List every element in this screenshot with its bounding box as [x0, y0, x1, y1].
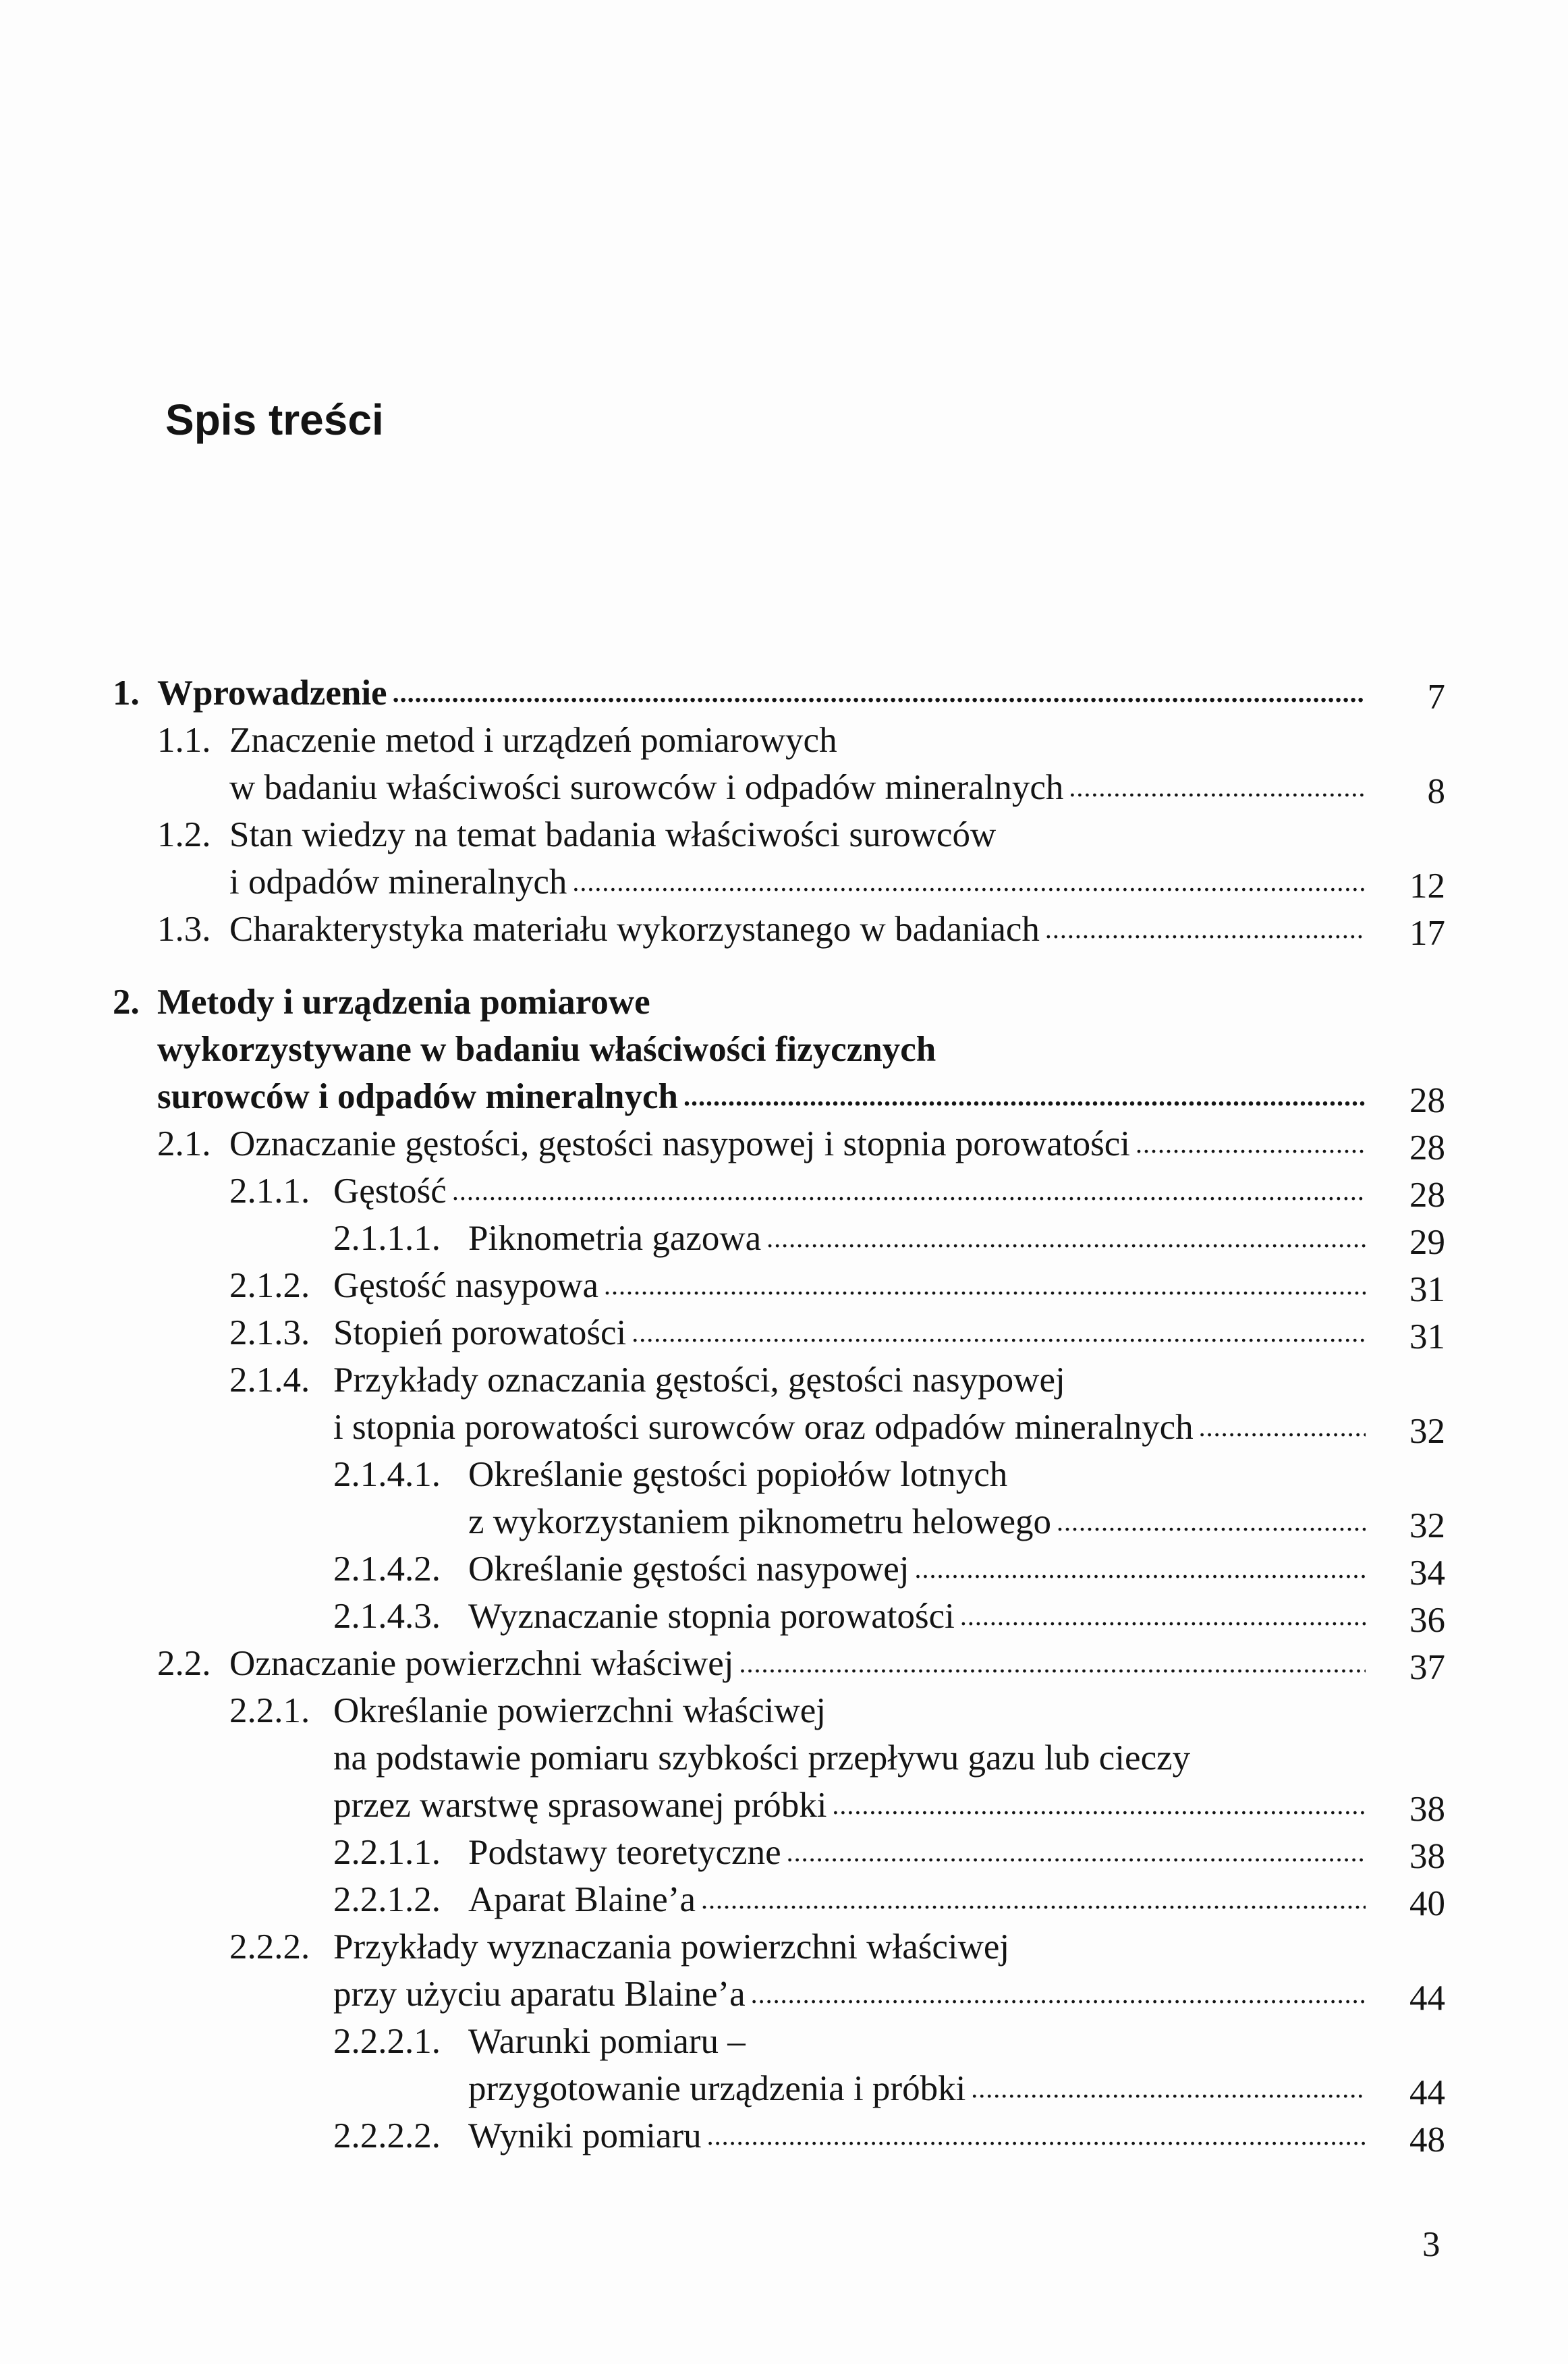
entry-title: na podstawie pomiaru szybkości przepływu gazu lub cieczy [333, 1738, 1191, 1778]
entry-title-wrap [229, 858, 1366, 906]
toc-line [0, 1971, 1568, 2018]
entry-title-wrap [333, 1687, 826, 1734]
entry-title: Przykłady wyznaczania powierzchni właściwej [333, 1927, 1010, 1967]
toc-entry[interactable] [0, 906, 1568, 953]
toc-line [0, 764, 1568, 811]
entry-title: Podstawy teoretyczne [468, 1833, 781, 1872]
entry-title: Gęstość nasypowa [333, 1266, 598, 1305]
entry-number: 2.2.2.2. [333, 2116, 441, 2155]
toc-line [0, 1356, 1568, 1404]
entry-page-number: 38 [1409, 1790, 1445, 1829]
toc-line [0, 2112, 1568, 2160]
toc-entry[interactable] [0, 1545, 1568, 1593]
entry-title: Określanie gęstości nasypowej [468, 1549, 909, 1589]
dot-leader [696, 1876, 1366, 1923]
toc-line [0, 1923, 1568, 1971]
toc-entry[interactable] [0, 1120, 1568, 1167]
dot-leader [1130, 1120, 1366, 1167]
toc-line [0, 1120, 1568, 1167]
entry-title: Stopień porowatości [333, 1313, 627, 1352]
toc-line [0, 979, 1568, 1026]
toc-entry[interactable] [0, 1215, 1568, 1262]
entry-number: 2.1.4.1. [333, 1455, 441, 1494]
toc-entry[interactable] [0, 2112, 1568, 2160]
entry-title-wrap [468, 2112, 1366, 2160]
toc-line [0, 1404, 1568, 1451]
dot-leader [626, 1309, 1366, 1356]
entry-title: Wyznaczanie stopnia porowatości [468, 1597, 955, 1636]
entry-page-number: 36 [1409, 1601, 1445, 1640]
entry-page-number: 29 [1409, 1223, 1445, 1262]
entry-title-wrap [157, 979, 650, 1026]
dot-leader [781, 1829, 1366, 1876]
dot-leader [1063, 764, 1366, 811]
entry-title-wrap [333, 1167, 1366, 1215]
entry-title: Warunki pomiaru – [468, 2022, 746, 2061]
dot-leader [734, 1640, 1366, 1687]
entry-title-wrap [229, 764, 1366, 811]
entry-title: i stopnia porowatości surowców oraz odpadów mineralnych [333, 1408, 1194, 1447]
page-number: 3 [1422, 2225, 1440, 2264]
entry-title-wrap [333, 1971, 1366, 2018]
entry-title: Określanie powierzchni właściwej [333, 1691, 826, 1730]
dot-leader [1194, 1404, 1366, 1451]
toc-entry[interactable] [0, 669, 1568, 717]
toc-entry[interactable] [0, 717, 1568, 811]
entry-title: Stan wiedzy na temat badania właściwości surowców [229, 815, 997, 854]
entry-title-wrap [333, 1782, 1366, 1829]
entry-title-wrap [333, 1309, 1366, 1356]
entry-title: Określanie gęstości popiołów lotnych [468, 1455, 1008, 1494]
dot-leader [761, 1215, 1366, 1262]
entry-page-number: 40 [1409, 1884, 1445, 1923]
toc-line [0, 811, 1568, 858]
entry-title-wrap [229, 1640, 1366, 1687]
entry-number: 1.3. [157, 910, 211, 949]
toc-line [0, 669, 1568, 717]
entry-title-wrap [468, 1876, 1366, 1923]
toc-line [0, 1309, 1568, 1356]
toc-line [0, 1498, 1568, 1545]
entry-title-wrap [229, 811, 996, 858]
toc-entry[interactable] [0, 1876, 1568, 1923]
toc-line [0, 1451, 1568, 1498]
toc-line [0, 1640, 1568, 1687]
entry-title-wrap [157, 669, 1366, 717]
toc-line [0, 1167, 1568, 1215]
entry-title: Metody i urządzenia pomiarowe [157, 983, 650, 1022]
entry-number: 1.1. [157, 721, 211, 760]
dot-leader [567, 858, 1366, 906]
entry-title-wrap [468, 1498, 1366, 1545]
toc-line [0, 717, 1568, 764]
entry-page-number: 37 [1409, 1648, 1445, 1687]
entry-title: Gęstość [333, 1172, 447, 1211]
toc-entry[interactable] [0, 1262, 1568, 1309]
toc-line [0, 1026, 1568, 1073]
toc-entry[interactable] [0, 1829, 1568, 1876]
entry-number: 1.2. [157, 815, 211, 854]
toc-line [0, 2065, 1568, 2112]
toc-line [0, 1215, 1568, 1262]
toc-entry[interactable] [0, 1309, 1568, 1356]
entry-number: 2.2.2.1. [333, 2022, 441, 2061]
entry-title-wrap [468, 1215, 1366, 1262]
entry-number: 2.1.2. [229, 1266, 310, 1305]
toc-entry[interactable] [0, 1593, 1568, 1640]
toc-entry[interactable] [0, 1356, 1568, 1451]
entry-title-wrap [468, 2018, 746, 2065]
entry-title-wrap [229, 1120, 1366, 1167]
entry-title: Piknometria gazowa [468, 1219, 762, 1258]
entry-title-wrap [333, 1923, 1009, 1971]
entry-title-wrap [333, 1404, 1366, 1451]
entry-page-number: 8 [1427, 772, 1445, 811]
entry-number: 2.2.2. [229, 1927, 310, 1967]
entry-title-wrap [468, 1593, 1366, 1640]
toc-entry[interactable] [0, 979, 1568, 1120]
entry-number: 2. [113, 983, 140, 1022]
entry-title: przygotowanie urządzenia i próbki [468, 2069, 966, 2108]
entry-page-number: 38 [1409, 1837, 1445, 1876]
entry-page-number: 7 [1427, 678, 1445, 717]
entry-page-number: 17 [1409, 914, 1445, 953]
entry-number: 1. [113, 674, 140, 713]
toc-line [0, 1782, 1568, 1829]
dot-leader [827, 1782, 1366, 1829]
entry-title: przy użyciu aparatu Blaine’a [333, 1975, 746, 2014]
entry-page-number: 28 [1409, 1176, 1445, 1215]
toc-line [0, 1073, 1568, 1120]
entry-page-number: 44 [1409, 2073, 1445, 2112]
toc-entry[interactable] [0, 1687, 1568, 1829]
entry-page-number: 31 [1409, 1317, 1445, 1356]
toc-line [0, 2018, 1568, 2065]
entry-page-number: 12 [1409, 867, 1445, 906]
entry-title: Oznaczanie gęstości, gęstości nasypowej i stopnia porowatości [229, 1124, 1130, 1163]
toc-line [0, 1545, 1568, 1593]
entry-number: 2.1.1.1. [333, 1219, 441, 1258]
page-title: Spis treści [165, 395, 384, 444]
entry-title: w badaniu właściwości surowców i odpadów mineralnych [229, 768, 1064, 807]
entry-title-wrap [333, 1356, 1065, 1404]
entry-page-number: 44 [1409, 1979, 1445, 2018]
dot-leader [1040, 906, 1366, 953]
entry-number: 2.1. [157, 1124, 211, 1163]
dot-leader [702, 2112, 1366, 2160]
entry-title-wrap [229, 906, 1366, 953]
toc-line [0, 906, 1568, 953]
table-of-contents [0, 669, 1568, 2185]
entry-number: 2.1.4.3. [333, 1597, 441, 1636]
dot-leader [387, 669, 1366, 717]
toc-entry[interactable] [0, 1167, 1568, 1215]
entry-title: przez warstwę sprasowanej próbki [333, 1786, 827, 1825]
entry-title: Oznaczanie powierzchni właściwej [229, 1644, 734, 1683]
toc-entry[interactable] [0, 1640, 1568, 1687]
toc-line [0, 1593, 1568, 1640]
toc-entry[interactable] [0, 1923, 1568, 2018]
entry-page-number: 28 [1409, 1081, 1445, 1120]
dot-leader [678, 1073, 1366, 1120]
entry-number: 2.2. [157, 1644, 211, 1683]
entry-title-wrap [468, 1451, 1007, 1498]
entry-title-wrap [229, 717, 837, 764]
entry-page-number: 31 [1409, 1270, 1445, 1309]
entry-page-number: 32 [1409, 1506, 1445, 1545]
dot-leader [955, 1593, 1366, 1640]
entry-page-number: 48 [1409, 2120, 1445, 2160]
toc-line [0, 1262, 1568, 1309]
toc-line [0, 1687, 1568, 1734]
entry-title: z wykorzystaniem piknometru helowego [468, 1502, 1051, 1541]
dot-leader [447, 1167, 1366, 1215]
entry-title: Wprowadzenie [157, 674, 387, 713]
dot-leader [746, 1971, 1366, 2018]
toc-line [0, 1734, 1568, 1782]
dot-leader [909, 1545, 1366, 1593]
toc-line [0, 1876, 1568, 1923]
entry-title-wrap [468, 2065, 1366, 2112]
toc-section [0, 979, 1568, 2160]
entry-number: 2.1.3. [229, 1313, 310, 1352]
entry-title: wykorzystywane w badaniu właściwości fizycznych [157, 1030, 936, 1069]
dot-leader [598, 1262, 1366, 1309]
entry-title-wrap [333, 1262, 1366, 1309]
entry-title-wrap [157, 1026, 936, 1073]
dot-leader [965, 2065, 1366, 2112]
toc-section [0, 669, 1568, 953]
toc-entry[interactable] [0, 811, 1568, 906]
entry-title: surowców i odpadów mineralnych [157, 1077, 679, 1116]
entry-page-number: 34 [1409, 1554, 1445, 1593]
entry-number: 2.1.4.2. [333, 1549, 441, 1589]
entry-title: Wyniki pomiaru [468, 2116, 702, 2155]
entry-title: Charakterystyka materiału wykorzystanego w badaniach [229, 910, 1040, 949]
entry-number: 2.2.1.2. [333, 1880, 441, 1919]
entry-title: Znaczenie metod i urządzeń pomiarowych [229, 721, 837, 760]
entry-number: 2.1.1. [229, 1172, 310, 1211]
entry-number: 2.2.1. [229, 1691, 310, 1730]
entry-title-wrap [333, 1734, 1190, 1782]
entry-title-wrap [157, 1073, 1366, 1120]
entry-number: 2.2.1.1. [333, 1833, 441, 1872]
entry-title: Przykłady oznaczania gęstości, gęstości nasypowej [333, 1360, 1065, 1400]
toc-line [0, 1829, 1568, 1876]
entry-title: Aparat Blaine’a [468, 1880, 696, 1919]
dot-leader [1051, 1498, 1366, 1545]
entry-title-wrap [468, 1545, 1366, 1593]
entry-page-number: 28 [1409, 1128, 1445, 1167]
entry-page-number: 32 [1409, 1412, 1445, 1451]
toc-line [0, 858, 1568, 906]
toc-entry[interactable] [0, 1451, 1568, 1545]
toc-entry[interactable] [0, 2018, 1568, 2112]
entry-title-wrap [468, 1829, 1366, 1876]
entry-number: 2.1.4. [229, 1360, 310, 1400]
entry-title: i odpadów mineralnych [229, 862, 567, 902]
